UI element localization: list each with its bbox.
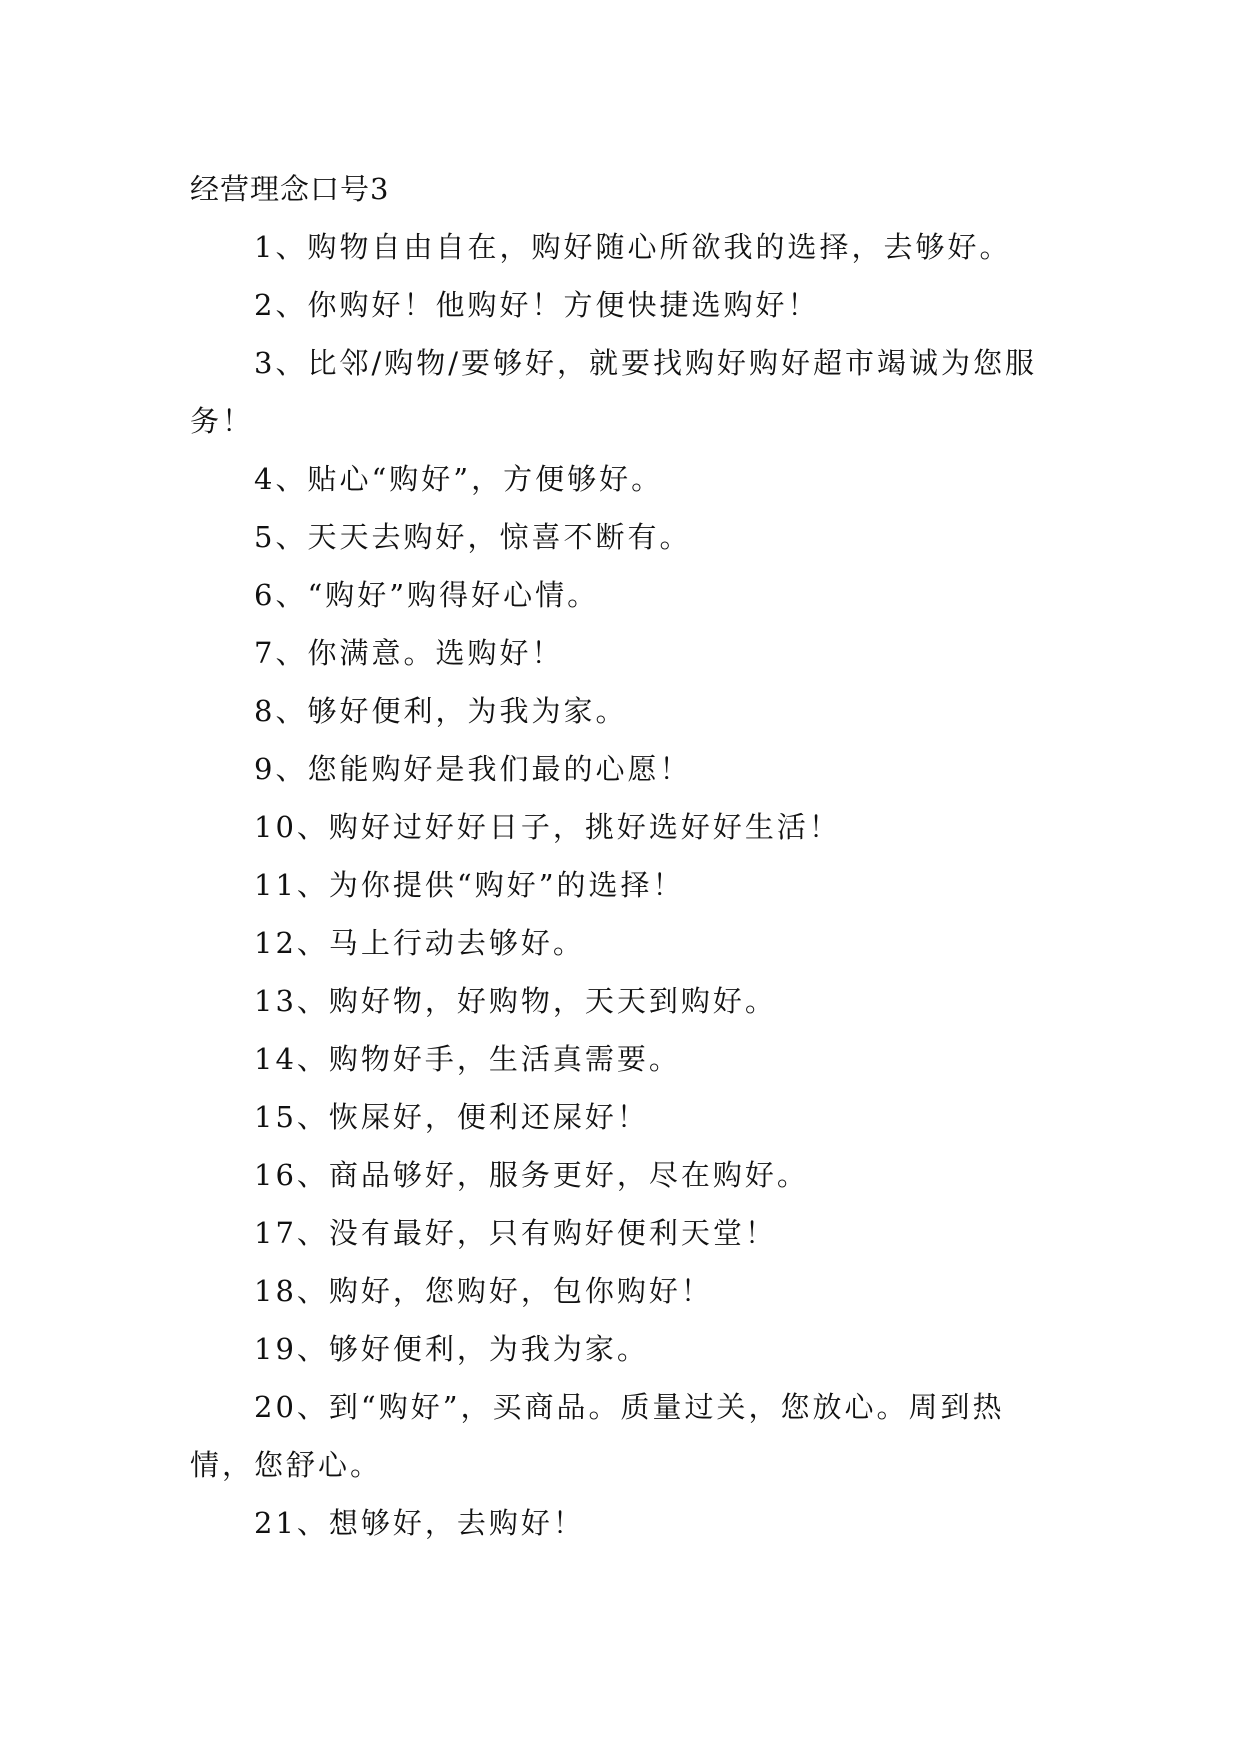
slogan-item: 2、你购好！他购好！方便快捷选购好！ [254, 288, 820, 322]
slogan-item: 14、购物好手，生活真需要。 [254, 1042, 681, 1076]
slogan-item: 12、马上行动去够好。 [254, 926, 585, 960]
slogan-item: 18、购好，您购好，包你购好！ [254, 1274, 713, 1308]
slogan-item: 16、商品够好，服务更好，尽在购好。 [254, 1158, 809, 1192]
slogan-item: 20、到“购好”，买商品。质量过关，您放心。周到热情，您舒心。 [190, 1390, 1005, 1482]
document-page [190, 160, 1050, 1552]
slogan-item: 21、想够好，去购好！ [254, 1506, 585, 1540]
slogan-item: 3、比邻/购物/要够好，就要找购好购好超市竭诚为您服务！ [190, 346, 1037, 438]
slogan-item: 9、您能购好是我们最的心愿！ [254, 752, 692, 786]
document-title: 经营理念口号3 [190, 172, 390, 206]
slogan-item: 4、贴心“购好”，方便够好。 [254, 462, 664, 496]
slogan-item: 6、“购好”购得好心情。 [254, 578, 600, 612]
slogan-item: 15、恢屎好，便利还屎好！ [254, 1100, 649, 1134]
slogan-item: 13、购好物，好购物，天天到购好。 [254, 984, 777, 1018]
slogan-item: 11、为你提供“购好”的选择！ [254, 868, 685, 902]
slogan-item: 10、购好过好好日子，挑好选好好生活！ [254, 810, 841, 844]
slogan-item: 7、你满意。选购好！ [254, 636, 564, 670]
slogan-item: 19、够好便利，为我为家。 [254, 1332, 649, 1366]
slogan-item: 17、没有最好，只有购好便利天堂！ [254, 1216, 777, 1250]
slogan-item: 8、够好便利，为我为家。 [254, 694, 628, 728]
slogan-item: 5、天天去购好，惊喜不断有。 [254, 520, 692, 554]
slogan-item: 1、购物自由自在，购好随心所欲我的选择，去够好。 [254, 230, 1012, 264]
